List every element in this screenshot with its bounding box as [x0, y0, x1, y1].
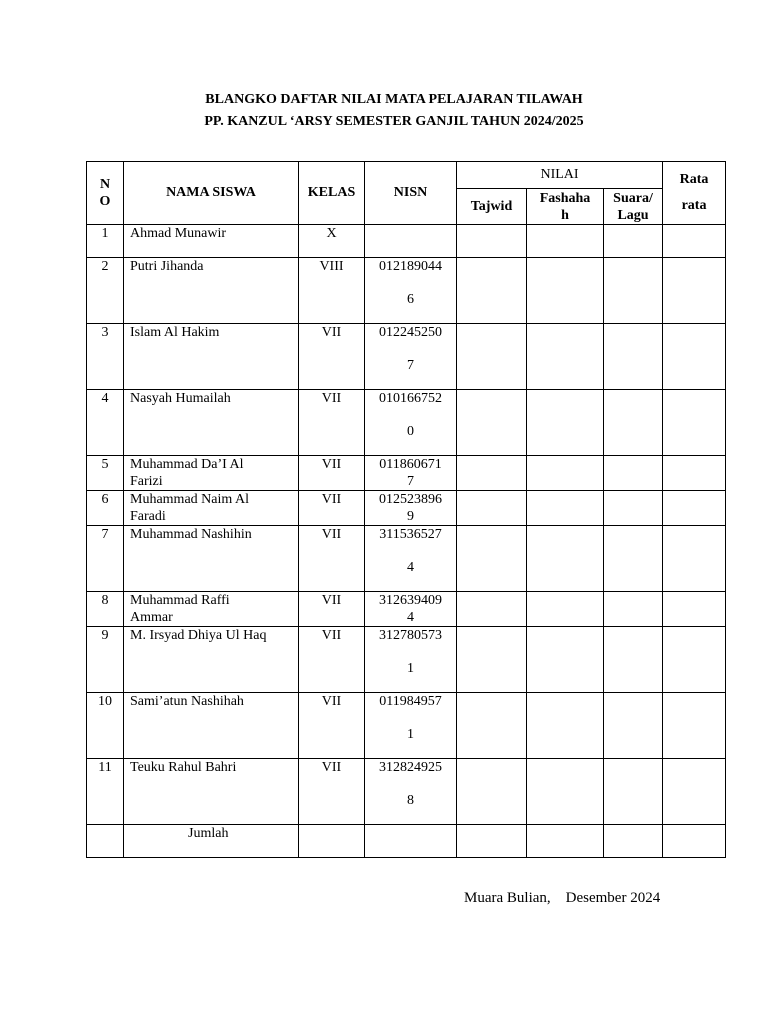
row-rata-rata [663, 324, 726, 390]
jumlah-row [87, 825, 726, 858]
header-nilai: NILAI [457, 162, 663, 189]
jumlah-rata-rata [663, 825, 726, 858]
row-no: 10 [87, 693, 124, 759]
table-row [87, 693, 726, 759]
table-row [87, 592, 726, 627]
row-nama: Putri Jihanda [124, 258, 299, 324]
header-nama-siswa: NAMA SISWA [124, 162, 299, 225]
row-tajwid [457, 627, 527, 693]
row-fashahah [527, 456, 604, 491]
row-no: 6 [87, 491, 124, 526]
row-rata-rata [663, 627, 726, 693]
row-nisn: 012245250 7 [365, 324, 457, 390]
header-kelas: KELAS [299, 162, 365, 225]
row-no: 5 [87, 456, 124, 491]
row-tajwid [457, 225, 527, 258]
jumlah-nisn [365, 825, 457, 858]
row-suara-lagu [604, 526, 663, 592]
row-nisn: 312824925 8 [365, 759, 457, 825]
document-title-line2: PP. KANZUL ‘ARSY SEMESTER GANJIL TAHUN 2024/2025 [204, 114, 584, 129]
row-tajwid [457, 759, 527, 825]
row-kelas: X [299, 225, 365, 258]
row-nama: Muhammad Da’I Al Farizi [124, 456, 299, 491]
header-tajwid: Tajwid [457, 189, 527, 225]
row-rata-rata [663, 258, 726, 324]
table-row [87, 390, 726, 456]
row-nisn: 011860671 7 [365, 456, 457, 491]
row-kelas: VII [299, 759, 365, 825]
row-tajwid [457, 693, 527, 759]
row-suara-lagu [604, 491, 663, 526]
row-nisn: 011984957 1 [365, 693, 457, 759]
document-title-line1: BLANGKO DAFTAR NILAI MATA PELAJARAN TILAWAH [205, 92, 583, 107]
row-fashahah [527, 491, 604, 526]
jumlah-label: Jumlah [124, 825, 299, 858]
row-tajwid [457, 258, 527, 324]
row-rata-rata [663, 225, 726, 258]
row-suara-lagu [604, 225, 663, 258]
row-tajwid [457, 491, 527, 526]
row-no: 4 [87, 390, 124, 456]
row-tajwid [457, 324, 527, 390]
table-row [87, 225, 726, 258]
row-rata-rata [663, 592, 726, 627]
row-nama: Ahmad Munawir [124, 225, 299, 258]
row-tajwid [457, 592, 527, 627]
table-body [87, 225, 726, 858]
table-row [87, 526, 726, 592]
row-fashahah [527, 324, 604, 390]
table-row [87, 258, 726, 324]
jumlah-tajwid [457, 825, 527, 858]
row-no: 7 [87, 526, 124, 592]
row-fashahah [527, 390, 604, 456]
row-suara-lagu [604, 592, 663, 627]
row-nisn: 012189044 6 [365, 258, 457, 324]
row-kelas: VII [299, 456, 365, 491]
row-no: 3 [87, 324, 124, 390]
row-no: 9 [87, 627, 124, 693]
header-fashahah: Fashaha h [527, 189, 604, 225]
row-kelas: VII [299, 491, 365, 526]
row-suara-lagu [604, 627, 663, 693]
row-suara-lagu [604, 258, 663, 324]
row-suara-lagu [604, 324, 663, 390]
row-suara-lagu [604, 693, 663, 759]
row-tajwid [457, 526, 527, 592]
row-tajwid [457, 456, 527, 491]
row-nama: Sami’atun Nashihah [124, 693, 299, 759]
jumlah-no [87, 825, 124, 858]
row-fashahah [527, 526, 604, 592]
row-kelas: VII [299, 324, 365, 390]
row-kelas: VIII [299, 258, 365, 324]
row-kelas: VII [299, 592, 365, 627]
row-no: 8 [87, 592, 124, 627]
header-nisn: NISN [365, 162, 457, 225]
row-nama: Teuku Rahul Bahri [124, 759, 299, 825]
table-row [87, 627, 726, 693]
row-fashahah [527, 627, 604, 693]
jumlah-fashahah [527, 825, 604, 858]
row-kelas: VII [299, 693, 365, 759]
row-nama: M. Irsyad Dhiya Ul Haq [124, 627, 299, 693]
table-row [87, 324, 726, 390]
row-kelas: VII [299, 390, 365, 456]
header-suara-lagu: Suara/ Lagu [604, 189, 663, 225]
row-no: 1 [87, 225, 124, 258]
row-rata-rata [663, 456, 726, 491]
row-fashahah [527, 592, 604, 627]
row-nisn: 010166752 0 [365, 390, 457, 456]
row-nama: Muhammad Raffi Ammar [124, 592, 299, 627]
row-fashahah [527, 258, 604, 324]
grades-table [86, 161, 726, 858]
row-fashahah [527, 759, 604, 825]
row-kelas: VII [299, 526, 365, 592]
row-nama: Nasyah Humailah [124, 390, 299, 456]
row-rata-rata [663, 390, 726, 456]
row-fashahah [527, 693, 604, 759]
row-nama: Islam Al Hakim [124, 324, 299, 390]
row-nisn: 312780573 1 [365, 627, 457, 693]
row-suara-lagu [604, 390, 663, 456]
table-row [87, 491, 726, 526]
row-suara-lagu [604, 759, 663, 825]
row-rata-rata [663, 693, 726, 759]
table-row [87, 759, 726, 825]
row-fashahah [527, 225, 604, 258]
table-row [87, 456, 726, 491]
row-suara-lagu [604, 456, 663, 491]
row-nisn: 012523896 9 [365, 491, 457, 526]
row-no: 11 [87, 759, 124, 825]
jumlah-suara-lagu [604, 825, 663, 858]
row-rata-rata [663, 491, 726, 526]
row-nama: Muhammad Nashihin [124, 526, 299, 592]
row-kelas: VII [299, 627, 365, 693]
row-nisn: 312639409 4 [365, 592, 457, 627]
row-rata-rata [663, 759, 726, 825]
header-rata-rata: Rata rata [663, 162, 726, 225]
place-date: Muara Bulian, Desember 2024 [464, 890, 661, 906]
row-nisn: 311536527 4 [365, 526, 457, 592]
row-nama: Muhammad Naim Al Faradi [124, 491, 299, 526]
header-no: N O [87, 162, 124, 225]
row-nisn [365, 225, 457, 258]
row-rata-rata [663, 526, 726, 592]
row-tajwid [457, 390, 527, 456]
jumlah-kelas [299, 825, 365, 858]
row-no: 2 [87, 258, 124, 324]
